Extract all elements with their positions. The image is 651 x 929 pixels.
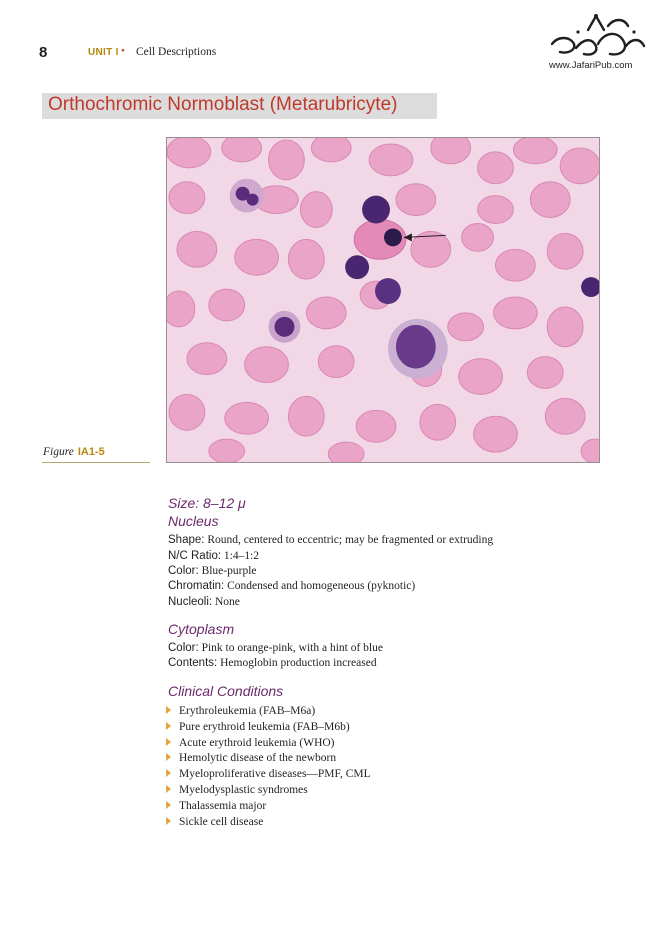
clinical-heading: Clinical Conditions [168,683,284,699]
bullet-icon [166,706,171,714]
publisher-logo [548,8,648,64]
nucleus-color-label: Color: [168,565,199,577]
bullet-icon [166,722,171,730]
bullet-icon [166,753,171,761]
clinical-conditions-list [166,705,371,831]
size-heading: Size: 8–12 μ [168,495,246,511]
list-item: Pure erythroid leukemia (FAB–M6b) [166,721,371,737]
bullet-icon [166,738,171,746]
cytoplasm-color-value: Pink to orange-pink, with a hint of blue [201,642,383,654]
nucleus-heading: Nucleus [168,513,219,529]
list-item: Hemolytic disease of the newborn [166,752,371,768]
nucleus-shape-line [168,534,493,546]
list-item: Thalassemia major [166,800,371,816]
nucleus-shape-value: Round, centered to eccentric; may be fragmented or extruding [207,534,494,546]
section-title: Cell Descriptions [136,46,217,58]
cytoplasm-heading: Cytoplasm [168,621,235,637]
nucleus-nc-label: N/C Ratio: [168,550,222,562]
header-separator: • [121,45,125,57]
figure-number: IA1-5 [77,446,105,458]
bullet-icon [166,769,171,777]
nucleus-color-value: Blue-purple [201,565,257,577]
nucleus-nc-value: 1:4–1:2 [223,550,260,562]
nucleus-nucleoli-label: Nucleoli: [168,596,213,608]
cytoplasm-color-label: Color: [168,642,199,654]
nucleus-shape-label: Shape: [168,534,205,546]
nucleus-nucleoli-value: None [214,596,240,608]
list-item: Acute erythroid leukemia (WHO) [166,737,371,753]
nucleus-nc-line [168,550,259,562]
bullet-icon [166,801,171,809]
list-item: Myelodysplastic syndromes [166,784,371,800]
nucleus-nucleoli-line [168,596,240,608]
bullet-icon [166,785,171,793]
page-title: Orthochromic Normoblast (Metarubricyte) [48,94,398,115]
nucleus-chromatin-line [168,580,415,592]
nucleus-chromatin-label: Chromatin: [168,580,225,592]
publisher-url: www.JafariPub.com [549,60,633,71]
unit-label: UNIT I [88,47,119,58]
nucleus-chromatin-value: Condensed and homogeneous (pyknotic) [227,580,416,592]
figure-divider [42,462,150,463]
nucleus-color-line [168,565,257,577]
page-number: 8 [39,44,48,61]
cytoplasm-color-line [168,642,383,654]
bullet-icon [166,817,171,825]
list-item: Sickle cell disease [166,816,371,832]
figure-label: Figure [43,446,74,458]
figure-caption [43,446,105,458]
blood-smear-micrograph [166,137,600,463]
cytoplasm-contents-value: Hemoglobin production increased [220,657,377,669]
cytoplasm-contents-label: Contents: [168,657,218,669]
list-item: Erythroleukemia (FAB–M6a) [166,705,371,721]
list-item: Myeloproliferative diseases—PMF, CML [166,768,371,784]
cytoplasm-contents-line [168,657,377,669]
